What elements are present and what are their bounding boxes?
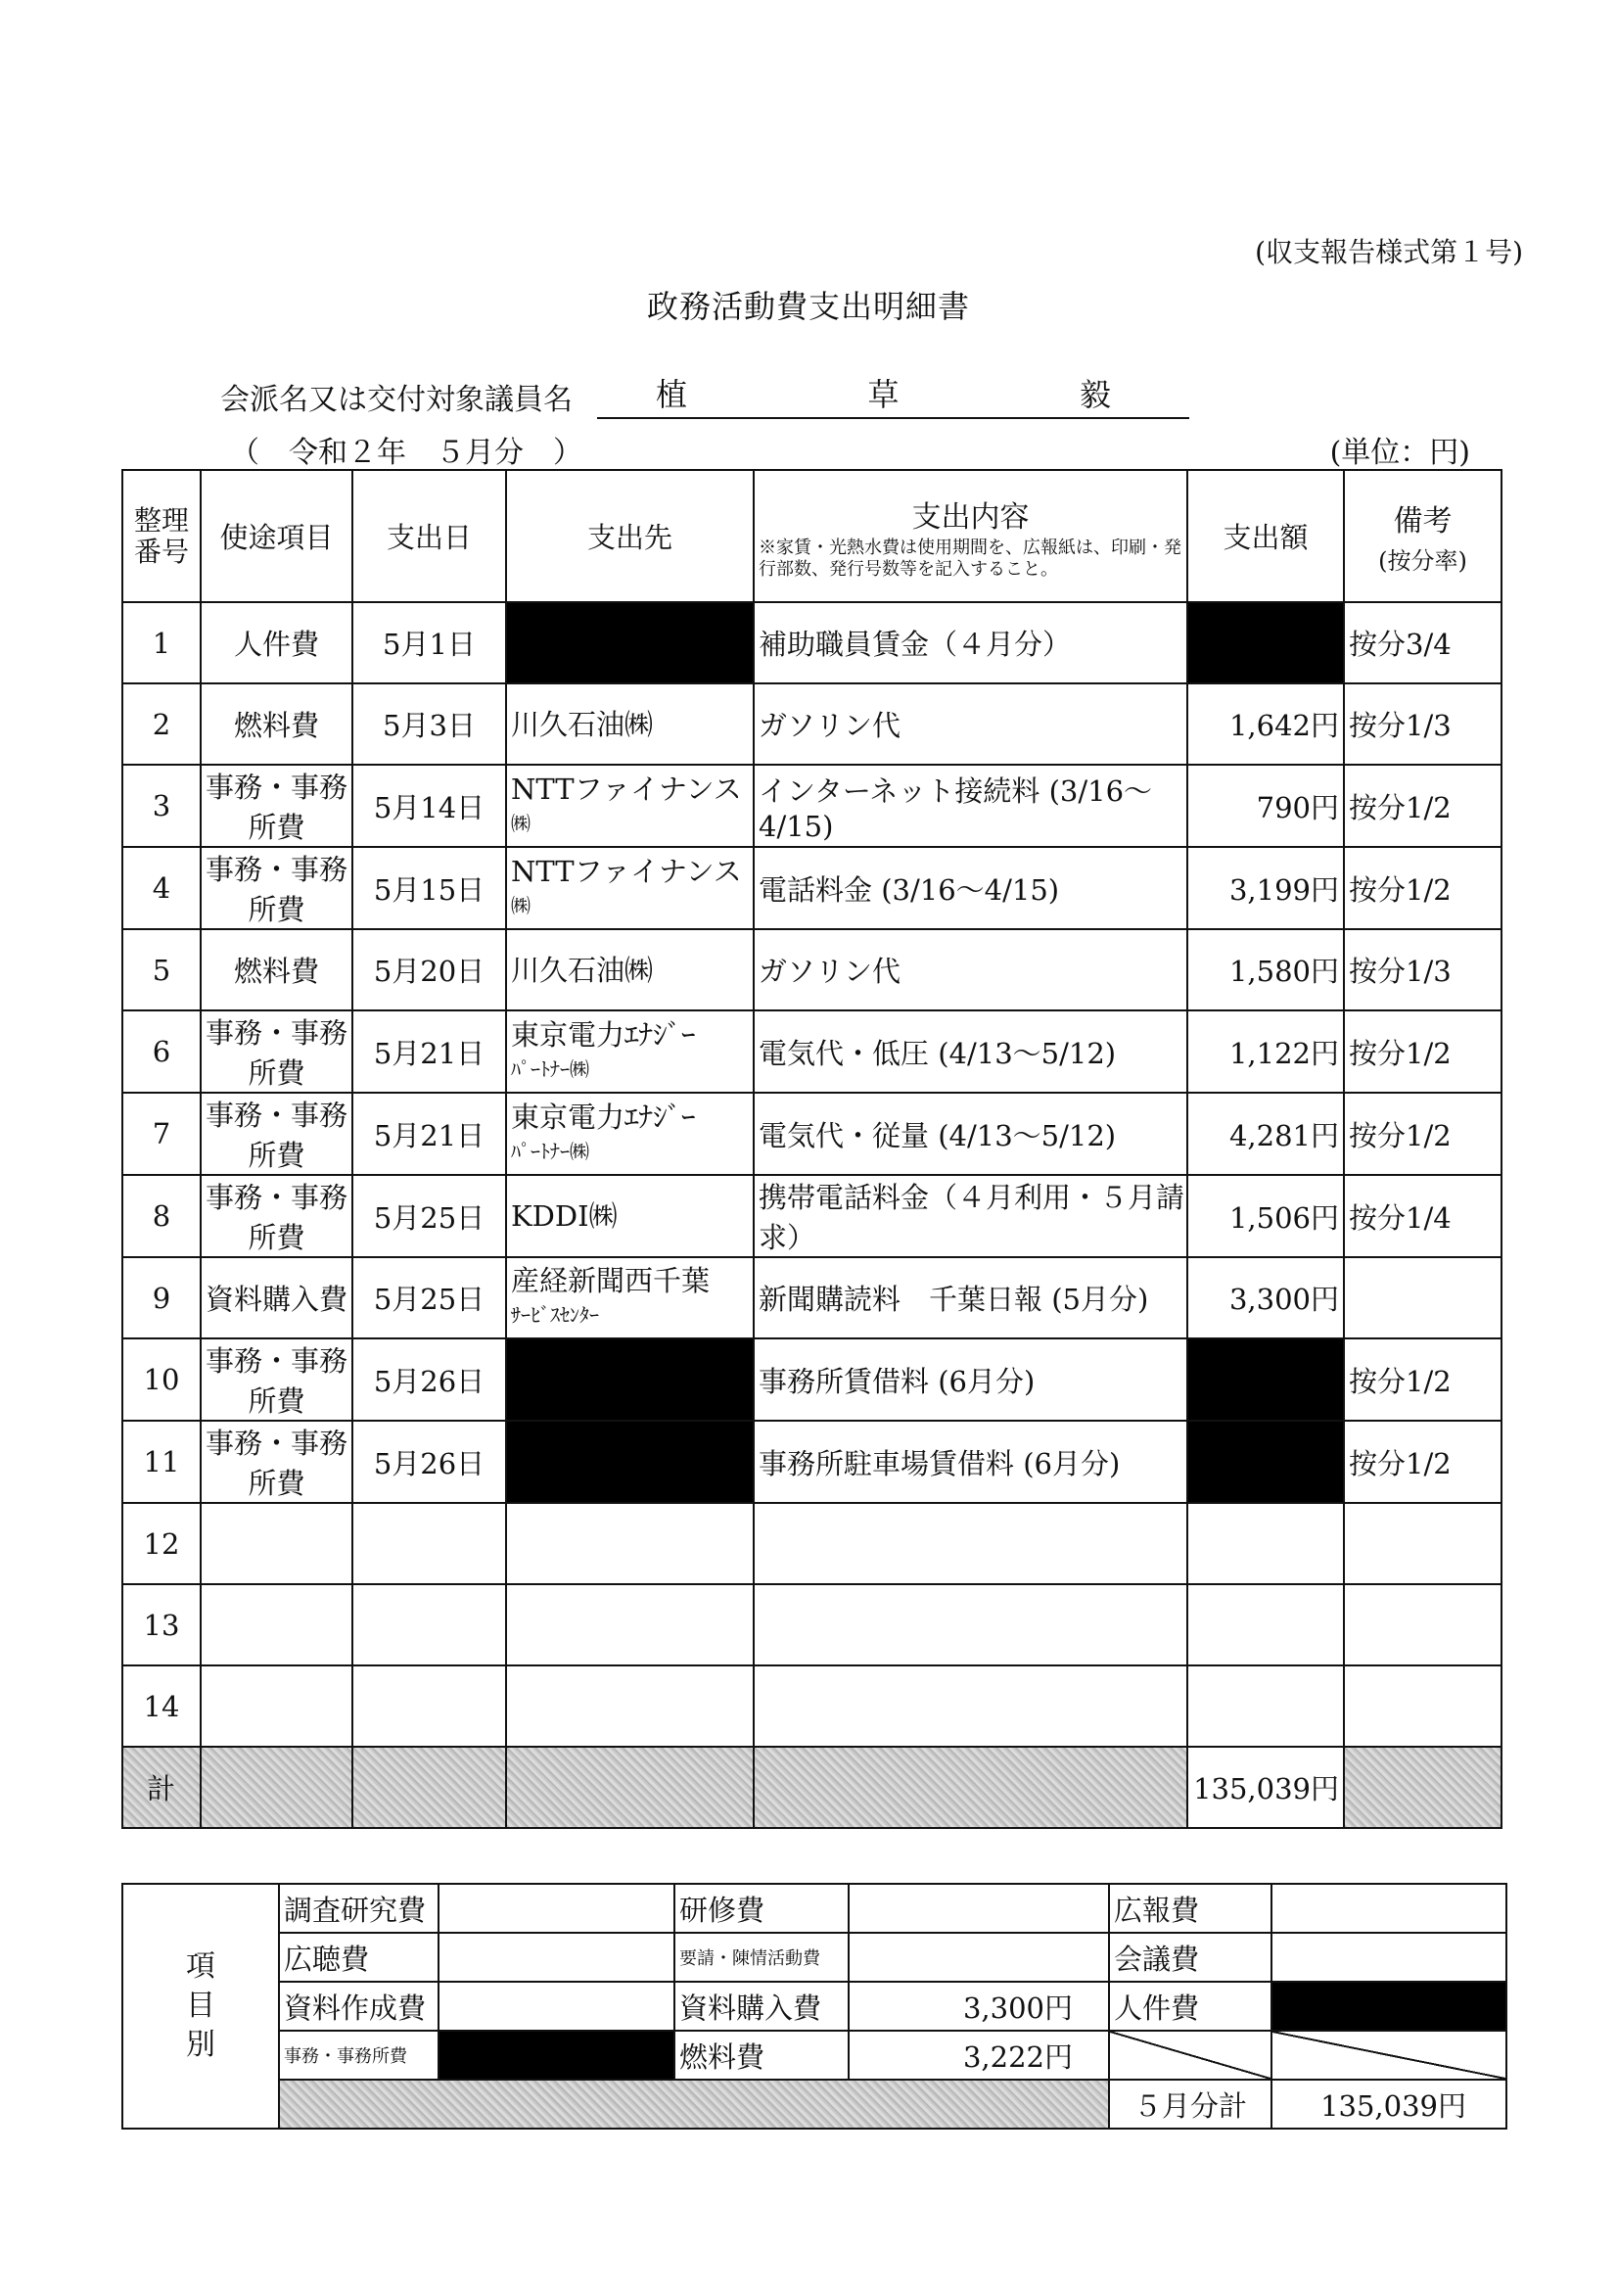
shaded-cell xyxy=(1344,1747,1502,1828)
member-name-part: 毅 xyxy=(1079,376,1111,413)
meeting-amount xyxy=(1271,1933,1506,1982)
header-remarks-sub: (按分率) xyxy=(1378,547,1467,575)
table-row xyxy=(122,1338,1502,1421)
row-amount: 1,580円 xyxy=(1187,929,1344,1010)
row-content xyxy=(754,1584,1187,1665)
row-no: 3 xyxy=(122,765,201,847)
row-date xyxy=(352,1503,506,1584)
row-payee xyxy=(506,847,754,929)
row-purpose: 燃料費 xyxy=(201,683,352,765)
row-no: 2 xyxy=(122,683,201,765)
row-purpose xyxy=(201,1503,352,1584)
header-remarks-title: 備考 xyxy=(1393,504,1453,539)
row-remarks xyxy=(1344,1257,1502,1338)
row-date: 5月21日 xyxy=(352,1010,506,1093)
expense-table xyxy=(121,469,1502,1829)
row-date: 5月1日 xyxy=(352,602,506,683)
summary-row-header-char: 別 xyxy=(186,2028,215,2062)
row-purpose: 事務・事務所費 xyxy=(201,1010,352,1093)
row-content: 携帯電話料金（４月利用・５月請求） xyxy=(754,1175,1187,1257)
row-payee-name: NTTファイナンス xyxy=(511,772,742,806)
hearing-amount xyxy=(439,1933,674,1982)
summary-row xyxy=(122,1982,1506,2031)
table-row xyxy=(122,1010,1502,1093)
table-row xyxy=(122,765,1502,847)
row-content: 補助職員賃金（４月分） xyxy=(754,602,1187,683)
header-payee: 支出先 xyxy=(506,470,754,602)
material-purchase-label: 資料購入費 xyxy=(674,1982,849,2031)
expense-rows xyxy=(122,602,1502,1747)
row-date xyxy=(352,1665,506,1747)
total-row xyxy=(122,1747,1502,1828)
shaded-cell xyxy=(506,1747,754,1828)
member-name-part: 植 xyxy=(656,376,688,413)
row-payee-name: 産経新聞西千葉 xyxy=(511,1264,711,1297)
table-row xyxy=(122,1584,1502,1665)
row-payee xyxy=(506,1175,754,1257)
redacted-office-amount xyxy=(439,2031,674,2080)
crossed-out-cell xyxy=(1109,2031,1271,2080)
redacted-personnel-amount xyxy=(1271,1982,1506,2031)
row-content: 電話料金 (3/16～4/15) xyxy=(754,847,1187,929)
row-payee-sub: ｻｰﾋﾞｽｾﾝﾀｰ xyxy=(511,1303,599,1327)
petition-label: 要請・陳情活動費 xyxy=(674,1933,849,1982)
row-payee xyxy=(506,1010,754,1093)
material-creation-label: 資料作成費 xyxy=(279,1982,439,2031)
row-no: 14 xyxy=(122,1665,201,1747)
row-date: 5月21日 xyxy=(352,1093,506,1175)
hearing-label: 広聴費 xyxy=(279,1933,439,1982)
summary-row xyxy=(122,2031,1506,2080)
report-period: （ 令和２年 ５月分 ） xyxy=(230,436,582,470)
table-header-row xyxy=(122,470,1502,602)
row-remarks: 按分3/4 xyxy=(1344,602,1502,683)
row-content: 電気代・低圧 (4/13～5/12) xyxy=(754,1010,1187,1093)
row-content xyxy=(754,1665,1187,1747)
personnel-label: 人件費 xyxy=(1109,1982,1271,2031)
meeting-label: 会議費 xyxy=(1109,1933,1271,1982)
material-purchase-amount: 3,300円 xyxy=(849,1982,1109,2031)
header-purpose: 使途項目 xyxy=(201,470,352,602)
table-row xyxy=(122,1421,1502,1503)
row-remarks: 按分1/2 xyxy=(1344,1010,1502,1093)
month-total-amount: 135,039円 xyxy=(1271,2080,1506,2129)
table-row xyxy=(122,602,1502,683)
row-no: 6 xyxy=(122,1010,201,1093)
summary-row-header-char: 項 xyxy=(186,1949,215,1984)
row-remarks xyxy=(1344,1584,1502,1665)
training-amount xyxy=(849,1884,1109,1933)
row-payee xyxy=(506,929,754,1010)
redacted-amount xyxy=(1187,1338,1344,1421)
row-amount xyxy=(1187,1665,1344,1747)
row-content: 事務所賃借料 (6月分) xyxy=(754,1338,1187,1421)
row-purpose: 事務・事務所費 xyxy=(201,1338,352,1421)
shaded-cell xyxy=(352,1747,506,1828)
pr-label: 広報費 xyxy=(1109,1884,1271,1933)
petition-amount xyxy=(849,1933,1109,1982)
row-remarks: 按分1/2 xyxy=(1344,1093,1502,1175)
material-creation-amount xyxy=(439,1982,674,2031)
summary-row-header xyxy=(122,1884,279,2129)
row-content: ガソリン代 xyxy=(754,929,1187,1010)
header-remarks xyxy=(1344,470,1502,602)
summary-row xyxy=(122,1933,1506,1982)
row-date: 5月20日 xyxy=(352,929,506,1010)
row-remarks: 按分1/3 xyxy=(1344,683,1502,765)
row-no: 4 xyxy=(122,847,201,929)
row-payee-name: 川久石油㈱ xyxy=(511,707,654,741)
category-summary-table xyxy=(121,1883,1507,2130)
crossed-out-cell xyxy=(1271,2031,1506,2080)
table-row xyxy=(122,683,1502,765)
table-row xyxy=(122,1503,1502,1584)
row-purpose: 事務・事務所費 xyxy=(201,847,352,929)
row-content: 事務所駐車場賃借料 (6月分) xyxy=(754,1421,1187,1503)
row-payee xyxy=(506,1584,754,1665)
row-purpose: 事務・事務所費 xyxy=(201,1421,352,1503)
row-payee xyxy=(506,1093,754,1175)
row-payee-name: 川久石油㈱ xyxy=(511,953,654,987)
header-no: 整理番号 xyxy=(122,470,201,602)
pr-amount xyxy=(1271,1884,1506,1933)
row-content xyxy=(754,1503,1187,1584)
row-no: 8 xyxy=(122,1175,201,1257)
summary-total-row xyxy=(122,2080,1506,2129)
month-total-label: ５月分計 xyxy=(1109,2080,1271,2129)
row-payee-name: NTTファイナンス xyxy=(511,854,742,888)
row-amount: 1,122円 xyxy=(1187,1010,1344,1093)
shaded-cell xyxy=(279,2080,1109,2129)
row-no: 10 xyxy=(122,1338,201,1421)
row-remarks: 按分1/2 xyxy=(1344,847,1502,929)
row-amount: 3,199円 xyxy=(1187,847,1344,929)
row-purpose: 事務・事務所費 xyxy=(201,765,352,847)
row-purpose xyxy=(201,1584,352,1665)
row-payee-name: 東京電力ｴﾅｼﾞｰ xyxy=(511,1017,696,1052)
row-purpose: 燃料費 xyxy=(201,929,352,1010)
row-payee xyxy=(506,1665,754,1747)
summary-row-header-char: 目 xyxy=(186,1989,215,2023)
unit-label: (単位：円) xyxy=(1329,436,1470,470)
row-date: 5月14日 xyxy=(352,765,506,847)
redacted-payee xyxy=(506,602,754,683)
research-amount xyxy=(439,1884,674,1933)
row-no: 9 xyxy=(122,1257,201,1338)
redacted-payee xyxy=(506,1421,754,1503)
header-content xyxy=(754,470,1187,602)
row-no: 1 xyxy=(122,602,201,683)
row-date: 5月25日 xyxy=(352,1175,506,1257)
row-payee-sub: ㈱ xyxy=(511,893,531,917)
row-amount: 790円 xyxy=(1187,765,1344,847)
row-remarks: 按分1/2 xyxy=(1344,1338,1502,1421)
training-label: 研修費 xyxy=(674,1884,849,1933)
row-purpose xyxy=(201,1665,352,1747)
fuel-label: 燃料費 xyxy=(674,2031,849,2080)
row-payee xyxy=(506,683,754,765)
member-label: 会派名又は交付対象議員名 xyxy=(220,383,573,417)
row-payee xyxy=(506,1503,754,1584)
row-purpose: 人件費 xyxy=(201,602,352,683)
table-row xyxy=(122,1665,1502,1747)
row-purpose: 事務・事務所費 xyxy=(201,1093,352,1175)
row-content: ガソリン代 xyxy=(754,683,1187,765)
summary-row xyxy=(122,1884,1506,1933)
row-content: 新聞購読料 千葉日報 (5月分) xyxy=(754,1257,1187,1338)
row-amount xyxy=(1187,1503,1344,1584)
row-amount: 1,642円 xyxy=(1187,683,1344,765)
row-remarks: 按分1/4 xyxy=(1344,1175,1502,1257)
row-no: 11 xyxy=(122,1421,201,1503)
table-row xyxy=(122,929,1502,1010)
header-amount: 支出額 xyxy=(1187,470,1344,602)
document-title: 政務活動費支出明細書 xyxy=(646,288,970,325)
redacted-payee xyxy=(506,1338,754,1421)
office-label: 事務・事務所費 xyxy=(279,2031,439,2080)
table-row xyxy=(122,847,1502,929)
row-date xyxy=(352,1584,506,1665)
total-label: 計 xyxy=(122,1747,201,1828)
row-amount: 3,300円 xyxy=(1187,1257,1344,1338)
row-remarks xyxy=(1344,1503,1502,1584)
redacted-amount xyxy=(1187,602,1344,683)
row-date: 5月26日 xyxy=(352,1421,506,1503)
row-payee-name: KDDI㈱ xyxy=(511,1199,618,1233)
header-content-note: ※家賃・光熱水費は使用期間を、広報紙は、印刷・発行部数、発行号数等を記入すること。 xyxy=(759,537,1181,580)
table-row xyxy=(122,1093,1502,1175)
row-no: 5 xyxy=(122,929,201,1010)
member-name-part: 草 xyxy=(867,376,900,413)
total-amount: 135,039円 xyxy=(1187,1747,1344,1828)
table-row xyxy=(122,1257,1502,1338)
row-purpose: 資料購入費 xyxy=(201,1257,352,1338)
row-no: 7 xyxy=(122,1093,201,1175)
fuel-amount: 3,222円 xyxy=(849,2031,1109,2080)
form-id: (収支報告様式第１号) xyxy=(1255,236,1523,268)
row-payee-sub: ﾊﾟｰﾄﾅｰ㈱ xyxy=(511,1056,589,1081)
row-content: インターネット接続料 (3/16～4/15) xyxy=(754,765,1187,847)
row-remarks: 按分1/2 xyxy=(1344,765,1502,847)
row-no: 13 xyxy=(122,1584,201,1665)
row-payee xyxy=(506,1257,754,1338)
research-label: 調査研究費 xyxy=(279,1884,439,1933)
shaded-cell xyxy=(201,1747,352,1828)
row-payee-sub: ㈱ xyxy=(511,811,531,835)
row-content: 電気代・従量 (4/13～5/12) xyxy=(754,1093,1187,1175)
table-row xyxy=(122,1175,1502,1257)
row-payee-sub: ﾊﾟｰﾄﾅｰ㈱ xyxy=(511,1139,589,1163)
row-remarks: 按分1/3 xyxy=(1344,929,1502,1010)
row-payee xyxy=(506,765,754,847)
redacted-amount xyxy=(1187,1421,1344,1503)
row-payee-name: 東京電力ｴﾅｼﾞｰ xyxy=(511,1100,696,1134)
row-date: 5月25日 xyxy=(352,1257,506,1338)
header-content-title: 支出内容 xyxy=(911,499,1030,535)
row-remarks xyxy=(1344,1665,1502,1747)
member-name xyxy=(597,370,1189,419)
row-no: 12 xyxy=(122,1503,201,1584)
row-amount xyxy=(1187,1584,1344,1665)
shaded-cell xyxy=(754,1747,1187,1828)
row-amount: 4,281円 xyxy=(1187,1093,1344,1175)
row-date: 5月26日 xyxy=(352,1338,506,1421)
header-date: 支出日 xyxy=(352,470,506,602)
row-purpose: 事務・事務所費 xyxy=(201,1175,352,1257)
row-remarks: 按分1/2 xyxy=(1344,1421,1502,1503)
row-date: 5月3日 xyxy=(352,683,506,765)
row-amount: 1,506円 xyxy=(1187,1175,1344,1257)
row-date: 5月15日 xyxy=(352,847,506,929)
